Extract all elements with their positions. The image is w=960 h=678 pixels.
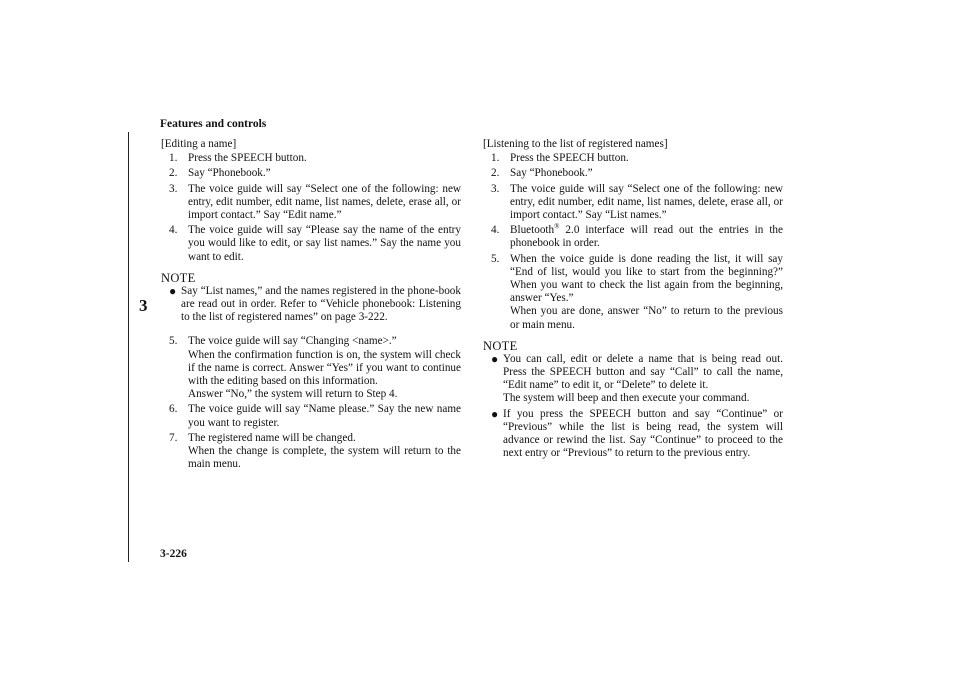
step-text: Press the SPEECH button. [510, 152, 629, 165]
step [483, 183, 783, 223]
step-number: 2. [169, 167, 178, 180]
note-label: NOTE [161, 270, 196, 285]
step [161, 335, 461, 401]
step [161, 167, 461, 180]
step-text: The voice guide will say “Please say the name of the entry you would like to edit, or say list names.” Say the name you want to edit. [188, 224, 461, 263]
note-detail: The system will beep and then execute your command. [503, 392, 750, 405]
note-text: If you press the SPEECH button and say “Continue” or “Previous” while the list is being read, the system will advance or rewind the list. Say “Continue” to proceed to the next entry or “Previous” to return to the previous entry. [503, 407, 783, 460]
step-text: The voice guide will say “Name please.” Say the new name you want to register. [188, 403, 461, 429]
step-detail: Answer “No,” the system will return to Step 4. [188, 388, 398, 401]
step-number: 2. [491, 167, 500, 180]
step-text: The voice guide will say “Select one of the following: new entry, edit number, edit name, list names, delete, erase all, or import contact.” Say “Edit name.” [188, 182, 461, 222]
step [161, 432, 461, 472]
step-number: 7. [169, 431, 178, 444]
step-text: Press the SPEECH button. [188, 152, 307, 165]
note-label: NOTE [483, 338, 518, 353]
step-detail: When you are done, answer “No” to return to the previous or main menu. [510, 305, 783, 331]
step-content [510, 253, 783, 332]
step-number: 3. [491, 182, 500, 195]
step-number: 1. [491, 152, 500, 165]
step-number: 5. [169, 335, 178, 348]
step [161, 152, 461, 165]
bullet-icon: ● [169, 283, 177, 298]
step [161, 183, 461, 223]
step [483, 253, 783, 332]
step [483, 152, 783, 165]
bluetooth-brand: Bluetooth [510, 224, 555, 237]
step-number: 5. [491, 252, 500, 265]
note-text: Say “List names,” and the names registered in the phone-book are read out in order. Refer to “Vehicle phonebook: Listening to the list of registered names” on page 3-222. [181, 284, 461, 324]
step-content [188, 432, 461, 472]
bullet-icon: ● [491, 406, 499, 421]
step-text: When the voice guide is done reading the list, it will say “End of list, would you like to start from the beginning?” When you want to check the list again from the beginning, answer “Yes.” [510, 252, 783, 305]
section-header: Features and controls [160, 118, 267, 130]
step [483, 224, 783, 250]
registered-mark: ® [554, 222, 560, 231]
bullet-icon: ● [491, 351, 499, 366]
step-number: 4. [491, 224, 500, 237]
editing-name-heading: [Editing a name] [161, 138, 237, 150]
chapter-tab-divider [128, 132, 129, 562]
step-text: The voice guide will say “Changing <name>.” [188, 335, 397, 348]
note-text: You can call, edit or delete a name that is being read out. Press the SPEECH button and say “Call” to call the name, “Edit name” to edit it, or “Delete” to delete it. [503, 352, 783, 392]
step-text: The voice guide will say “Select one of the following: new entry, edit number, edit name, list names, delete, erase all, or import contact.” Say “List names.” [510, 182, 783, 222]
note-item [161, 285, 461, 325]
step [161, 224, 461, 264]
step [161, 403, 461, 429]
step-number: 1. [169, 152, 178, 165]
note-item [483, 408, 783, 461]
step-detail: When the change is complete, the system will return to the main menu. [188, 445, 461, 471]
step-text: 2.0 interface will read out the entries in the phonebook in order. [510, 224, 783, 250]
step-text: Say “Phonebook.” [188, 167, 271, 180]
note-content [503, 353, 783, 406]
chapter-tab-number: 3 [139, 296, 148, 315]
step-number: 6. [169, 403, 178, 416]
step-text: The registered name will be changed. [188, 431, 356, 444]
step-number: 3. [169, 182, 178, 195]
step-content [510, 224, 783, 250]
step-text: Say “Phonebook.” [510, 167, 593, 180]
right-column [483, 138, 783, 462]
step-content [188, 335, 461, 401]
step-detail: When the confirmation function is on, the system will check if the name is correct. Answer “Yes” if you want to continue with the editing based on this information. [188, 348, 461, 388]
page-number: 3-226 [160, 548, 187, 560]
left-column [161, 138, 461, 473]
note-item [483, 353, 783, 406]
listening-names-heading: [Listening to the list of registered names] [483, 138, 668, 150]
step [483, 167, 783, 180]
step-number: 4. [169, 224, 178, 237]
